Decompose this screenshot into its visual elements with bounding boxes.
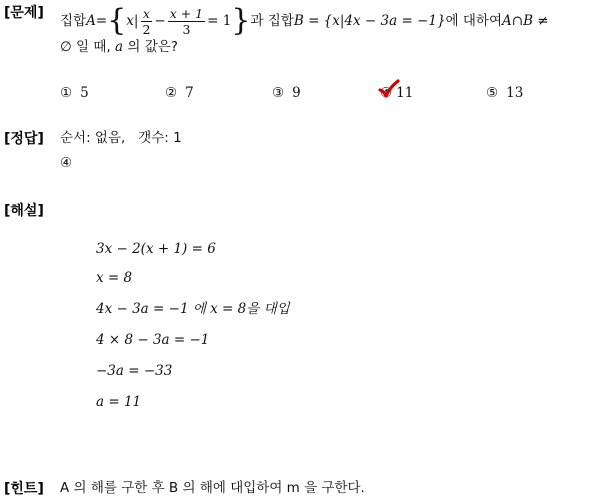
checkmark-icon: [378, 79, 400, 101]
choice-3-value: 9: [292, 85, 301, 101]
explanation-step-5: −3a = −33: [96, 363, 173, 379]
set-a-close-brace: }: [231, 3, 251, 38]
empty-set-symbol: ∅: [60, 39, 72, 55]
set-a-open-brace: {: [107, 3, 127, 38]
problem-text-mid: 과 집합: [250, 13, 294, 29]
choice-3-mark: ③: [272, 85, 285, 101]
explanation-step-3: 4x − 3a = −1 에 x = 8을 대입: [96, 301, 290, 317]
choice-3[interactable]: [272, 84, 301, 102]
set-a-var: x: [126, 13, 134, 29]
explanation-step-4: 4 × 8 − 3a = −1: [96, 332, 210, 348]
variable-a: a: [115, 39, 124, 55]
choice-4-mark: ④: [380, 85, 392, 101]
minus-sign: −: [154, 13, 166, 29]
answer-label: [정답]: [4, 131, 44, 147]
answer-line-2: ④: [60, 155, 73, 171]
set-a-name: A: [86, 13, 96, 29]
explanation-step-1: 3x − 2(x + 1) = 6: [96, 241, 216, 257]
equals-one: = 1: [207, 13, 232, 29]
fraction-2-numerator: x + 1: [169, 5, 204, 21]
answer-line-1: 순서: 없음, 갯수: 1: [60, 130, 182, 146]
explanation-label: [해설]: [4, 203, 44, 219]
problem-question-end: 의 값은?: [123, 39, 178, 55]
fraction-1-denominator: 2: [142, 21, 151, 37]
choice-5[interactable]: [486, 84, 523, 102]
choice-4[interactable]: [380, 84, 413, 102]
choice-1-value: 5: [80, 85, 89, 101]
explanation-step-6: a = 11: [96, 394, 142, 410]
set-b-definition: B = {x|4x − 3a = −1}: [293, 13, 446, 29]
choice-5-mark: ⑤: [486, 85, 499, 101]
choice-2-value: 7: [185, 85, 194, 101]
problem-text-line2: 일 때,: [71, 39, 116, 55]
hint-text: A 의 해를 구한 후 B 의 해에 대입하여 m 을 구한다.: [60, 480, 365, 496]
fraction-1-numerator: x: [142, 5, 150, 21]
choice-1-mark: ①: [60, 85, 73, 101]
problem-line-1: [60, 4, 549, 38]
intersection-condition: A∩B ≠: [502, 13, 549, 29]
set-a-bar: |: [133, 13, 139, 29]
problem-line-2: [60, 38, 178, 56]
choice-2[interactable]: [165, 84, 194, 102]
set-a-eq: =: [95, 13, 108, 29]
problem-text-post: 에 대하여: [445, 13, 503, 29]
choice-1[interactable]: [60, 84, 89, 102]
problem-label: [문제]: [4, 5, 44, 21]
choice-5-value: 13: [506, 85, 524, 101]
problem-text-pre: 집합: [60, 13, 87, 29]
hint-label: [힌트]: [4, 481, 44, 497]
choice-4-value: 11: [396, 85, 414, 101]
choice-2-mark: ②: [165, 85, 178, 101]
fraction-x-plus-1-over-3: [168, 6, 205, 37]
fraction-2-denominator: 3: [182, 21, 191, 37]
explanation-step-2: x = 8: [96, 270, 133, 286]
fraction-x-over-2: [140, 6, 152, 37]
